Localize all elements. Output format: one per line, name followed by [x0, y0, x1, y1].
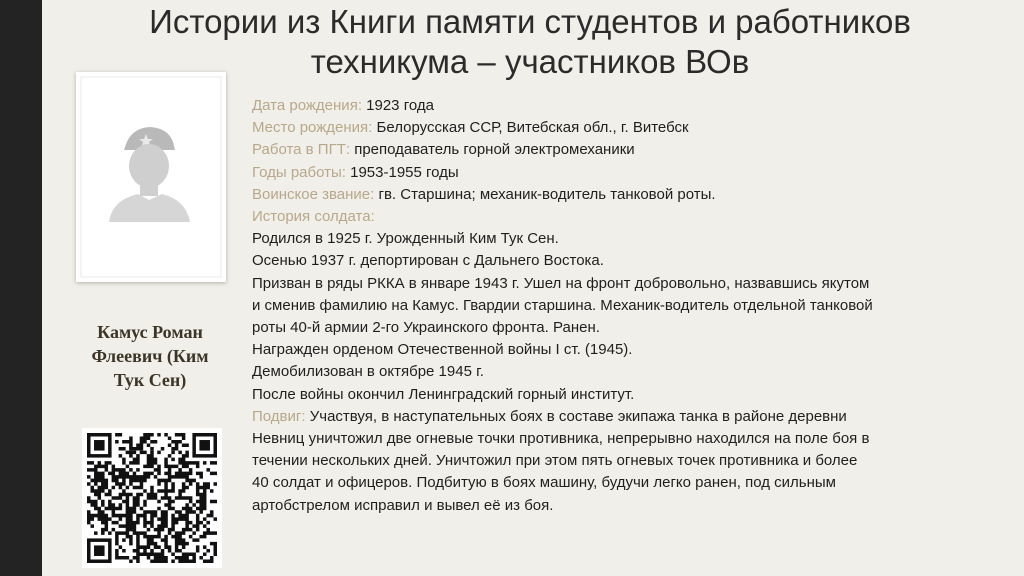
history-line: Осенью 1937 г. депортирован с Дальнего Востока.	[252, 252, 604, 270]
field-work-years	[252, 162, 1002, 184]
field-value: 1953-1955 годы	[350, 163, 459, 181]
field-birth-place	[252, 117, 1002, 139]
feat-line: артобстрелом исправил и вывел её из боя.	[252, 496, 554, 514]
left-accent-bar	[0, 0, 42, 576]
feat-first-line	[252, 406, 1002, 428]
field-value: 1923 года	[366, 97, 434, 114]
history-line: Награжден орденом Отечественной войны I ст. (1945).	[252, 341, 633, 359]
feat-line: течении нескольких дней. Уничтожил при этом пять огневых точек противника и более	[252, 452, 858, 470]
history-line: Призван в ряды РККА в январе 1943 г. Ушел на фронт добровольно, назвавшись якутом	[252, 274, 870, 292]
feat-line: Невниц уничтожил две огневые точки противника, непрерывно находился на поле боя в	[252, 430, 870, 448]
field-history-heading	[252, 206, 1002, 228]
info-block	[252, 95, 1002, 517]
field-label: Место рождения:	[252, 119, 373, 137]
portrait-photo-frame	[76, 72, 226, 282]
field-value: преподаватель горной электромеханики	[354, 141, 635, 159]
field-value: Белорусская ССР, Витебская обл., г. Витебск	[376, 119, 689, 137]
qr-code[interactable]	[82, 428, 222, 568]
history-line: После войны окончил Ленинградский горный институт.	[252, 385, 635, 403]
qr-finder-pattern	[192, 433, 217, 458]
field-rank	[252, 184, 1002, 206]
slide-title-line-1: Истории из Книги памяти студентов и работников	[149, 3, 911, 40]
field-label: Годы работы:	[252, 163, 346, 181]
person-name-line-2: Флеевич (Ким	[91, 346, 209, 366]
field-label: История солдата:	[252, 208, 375, 226]
field-label: Дата рождения:	[252, 97, 362, 114]
feat-label: Подвиг:	[252, 407, 306, 425]
qr-finder-pattern	[87, 433, 112, 458]
field-label: Воинское звание:	[252, 185, 375, 203]
person-name-line-3: Тук Сен)	[113, 370, 187, 390]
field-value: гв. Старшина; механик-водитель танковой роты.	[378, 185, 716, 203]
history-line: Родился в 1925 г. Урожденный Ким Тук Сен.	[252, 230, 559, 248]
field-label: Работа в ПГТ:	[252, 141, 351, 159]
history-line: Демобилизован в октябре 1945 г.	[252, 363, 484, 381]
soldier-silhouette-icon	[76, 72, 226, 282]
slide-title-line-2: техникума – участников ВОв	[310, 43, 750, 80]
person-name	[62, 320, 238, 392]
feat-text: Участвуя, в наступательных боях в составе экипажа танка в районе деревни	[309, 407, 847, 425]
qr-code-icon	[82, 428, 222, 568]
qr-finder-pattern	[87, 538, 112, 563]
slide-title	[60, 2, 1000, 82]
history-line: роты 40-й армии 2-го Украинского фронта. Ранен.	[252, 319, 600, 337]
person-name-line-1: Камус Роман	[97, 322, 203, 342]
field-work	[252, 139, 1002, 161]
history-line: и сменив фамилию на Камус. Гвардии старшина. Механик-водитель отдельной танковой	[252, 296, 873, 314]
field-birth-date	[252, 95, 1002, 117]
feat-line: 40 солдат и офицеров. Подбитую в боях машину, будучи легко ранен, под сильным	[252, 474, 836, 492]
